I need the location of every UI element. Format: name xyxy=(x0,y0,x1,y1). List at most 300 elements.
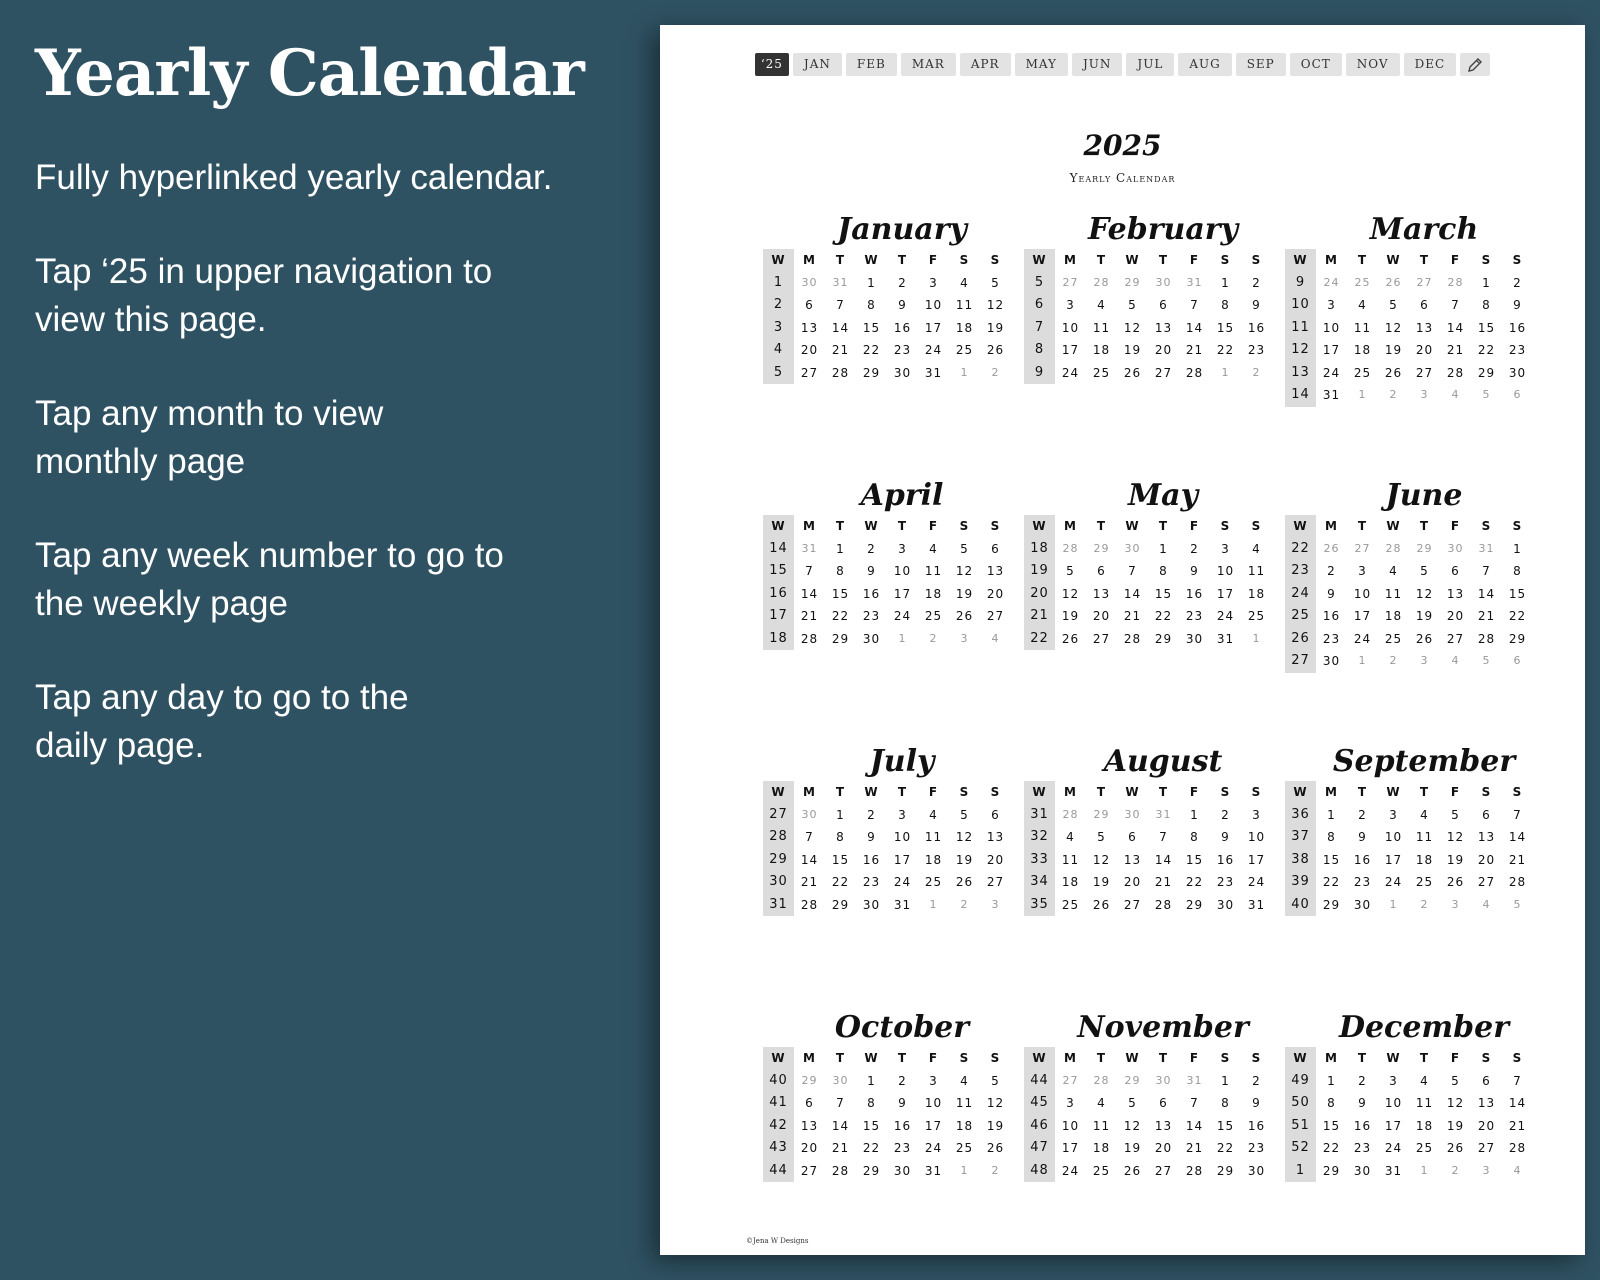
day-link[interactable]: 3 xyxy=(1221,541,1230,556)
day-link[interactable]: 15 xyxy=(1216,320,1235,335)
tab-jan[interactable]: JAN xyxy=(793,53,842,76)
day-link[interactable]: 8 xyxy=(836,830,845,844)
week-number-link[interactable]: 11 xyxy=(1285,317,1316,340)
day-link[interactable]: 27 xyxy=(1415,365,1434,380)
day-link[interactable]: 20 xyxy=(1446,609,1465,623)
day-link[interactable]: 7 xyxy=(836,1096,845,1110)
day-link[interactable]: 4 xyxy=(1389,564,1398,578)
day-link[interactable]: 6 xyxy=(1482,807,1491,822)
month-title[interactable]: October xyxy=(834,1010,970,1045)
day-link[interactable]: 22 xyxy=(1508,609,1527,623)
day-link[interactable]: 24 xyxy=(924,343,943,357)
day-link[interactable]: 6 xyxy=(1451,564,1460,578)
day-link[interactable]: 23 xyxy=(1322,631,1341,646)
week-number-link[interactable]: 20 xyxy=(1024,583,1055,606)
day-link[interactable]: 14 xyxy=(1446,320,1465,335)
week-number-link[interactable]: 21 xyxy=(1024,605,1055,628)
day-link[interactable]: 1 xyxy=(836,541,845,556)
month-title[interactable]: August xyxy=(1103,744,1223,779)
day-link[interactable]: 27 xyxy=(986,875,1005,889)
day-link[interactable]: 20 xyxy=(1154,1141,1173,1155)
day-link[interactable]: 5 xyxy=(1128,1096,1137,1110)
day-link[interactable]: 1 xyxy=(867,275,876,290)
day-link[interactable]: 30 xyxy=(862,631,881,646)
day-link[interactable]: 10 xyxy=(893,564,912,578)
day-link[interactable]: 15 xyxy=(831,586,850,601)
edit-tab[interactable] xyxy=(1460,53,1490,76)
day-link[interactable]: 8 xyxy=(1221,1096,1230,1110)
day-link[interactable]: 19 xyxy=(955,586,974,601)
day-link[interactable]: 12 xyxy=(1123,320,1142,335)
day-link[interactable]: 30 xyxy=(893,365,912,380)
week-number-link[interactable]: 32 xyxy=(1024,826,1055,849)
day-link[interactable]: 8 xyxy=(867,298,876,312)
day-link[interactable]: 2 xyxy=(1358,1073,1367,1088)
day-link[interactable]: 28 xyxy=(1477,631,1496,646)
day-link[interactable]: 11 xyxy=(1092,1118,1111,1133)
day-link[interactable]: 31 xyxy=(1247,897,1266,912)
day-link[interactable]: 7 xyxy=(1513,1073,1522,1088)
day-link[interactable]: 2 xyxy=(867,807,876,822)
week-number-link[interactable]: 7 xyxy=(1024,317,1055,340)
day-link[interactable]: 4 xyxy=(1420,807,1429,822)
day-link[interactable]: 29 xyxy=(1477,365,1496,380)
day-link[interactable]: 11 xyxy=(1415,1096,1434,1110)
day-link[interactable]: 12 xyxy=(986,1096,1005,1110)
day-link[interactable]: 11 xyxy=(1384,586,1403,601)
week-number-link[interactable]: 39 xyxy=(1285,871,1316,894)
day-link[interactable]: 9 xyxy=(867,830,876,844)
day-link[interactable]: 13 xyxy=(1415,320,1434,335)
month-title[interactable]: April xyxy=(860,478,944,513)
week-number-link[interactable]: 22 xyxy=(1285,538,1316,561)
day-link[interactable]: 29 xyxy=(1216,1163,1235,1178)
day-link[interactable]: 16 xyxy=(1353,1118,1372,1133)
day-link[interactable]: 4 xyxy=(960,1073,969,1088)
day-link[interactable]: 30 xyxy=(1322,654,1341,668)
day-link[interactable]: 6 xyxy=(991,541,1000,556)
tab-may[interactable]: MAY xyxy=(1015,53,1068,76)
week-number-link[interactable]: 17 xyxy=(763,605,794,628)
day-link[interactable]: 22 xyxy=(1322,1141,1341,1155)
day-link[interactable]: 9 xyxy=(1221,830,1230,844)
day-link[interactable]: 13 xyxy=(1154,1118,1173,1133)
day-link[interactable]: 9 xyxy=(1327,586,1336,601)
day-link[interactable]: 13 xyxy=(1092,586,1111,601)
day-link[interactable]: 10 xyxy=(1353,586,1372,601)
tab-dec[interactable]: DEC xyxy=(1404,53,1457,76)
week-number-link[interactable]: 16 xyxy=(763,583,794,606)
day-link[interactable]: 16 xyxy=(1247,1118,1266,1133)
day-link[interactable]: 14 xyxy=(831,1118,850,1133)
day-link[interactable]: 9 xyxy=(1252,298,1261,312)
day-link[interactable]: 26 xyxy=(1123,365,1142,380)
day-link[interactable]: 13 xyxy=(986,830,1005,844)
week-number-link[interactable]: 30 xyxy=(763,871,794,894)
day-link[interactable]: 3 xyxy=(898,541,907,556)
day-link[interactable]: 30 xyxy=(1216,897,1235,912)
day-link[interactable]: 29 xyxy=(1508,631,1527,646)
day-link[interactable]: 5 xyxy=(1097,830,1106,844)
day-link[interactable]: 26 xyxy=(1446,875,1465,889)
day-link[interactable]: 14 xyxy=(1508,1096,1527,1110)
day-link[interactable]: 26 xyxy=(1123,1163,1142,1178)
day-link[interactable]: 2 xyxy=(1252,275,1261,290)
day-link[interactable]: 24 xyxy=(1353,631,1372,646)
day-link[interactable]: 20 xyxy=(1092,609,1111,623)
day-link[interactable]: 30 xyxy=(862,897,881,912)
day-link[interactable]: 5 xyxy=(960,541,969,556)
day-link[interactable]: 26 xyxy=(1384,365,1403,380)
day-link[interactable]: 10 xyxy=(1216,564,1235,578)
week-number-link[interactable]: 47 xyxy=(1024,1137,1055,1160)
tab-apr[interactable]: APR xyxy=(960,53,1011,76)
day-link[interactable]: 23 xyxy=(1247,1141,1266,1155)
day-link[interactable]: 26 xyxy=(986,1141,1005,1155)
day-link[interactable]: 4 xyxy=(1097,298,1106,312)
day-link[interactable]: 20 xyxy=(1123,875,1142,889)
day-link[interactable]: 14 xyxy=(1508,830,1527,844)
day-link[interactable]: 17 xyxy=(1384,852,1403,867)
day-link[interactable]: 20 xyxy=(1477,1118,1496,1133)
month-title[interactable]: February xyxy=(1087,212,1238,247)
month-title[interactable]: March xyxy=(1369,212,1479,247)
day-link[interactable]: 2 xyxy=(898,1073,907,1088)
day-link[interactable]: 21 xyxy=(1508,1118,1527,1133)
day-link[interactable]: 5 xyxy=(960,807,969,822)
day-link[interactable]: 22 xyxy=(1154,609,1173,623)
tab-nov[interactable]: NOV xyxy=(1346,53,1400,76)
day-link[interactable]: 22 xyxy=(831,875,850,889)
week-number-link[interactable]: 34 xyxy=(1024,871,1055,894)
week-number-link[interactable]: 33 xyxy=(1024,849,1055,872)
day-link[interactable]: 15 xyxy=(1508,586,1527,601)
week-number-link[interactable]: 14 xyxy=(1285,384,1316,407)
week-number-link[interactable]: 18 xyxy=(1024,538,1055,561)
day-link[interactable]: 15 xyxy=(1322,852,1341,867)
week-number-link[interactable]: 50 xyxy=(1285,1092,1316,1115)
day-link[interactable]: 14 xyxy=(800,852,819,867)
day-link[interactable]: 21 xyxy=(1154,875,1173,889)
day-link[interactable]: 23 xyxy=(862,609,881,623)
week-number-link[interactable]: 49 xyxy=(1285,1070,1316,1093)
day-link[interactable]: 5 xyxy=(1128,298,1137,312)
day-link[interactable]: 18 xyxy=(955,1118,974,1133)
day-link[interactable]: 3 xyxy=(898,807,907,822)
day-link[interactable]: 3 xyxy=(1327,298,1336,312)
day-link[interactable]: 28 xyxy=(1185,1163,1204,1178)
day-link[interactable]: 22 xyxy=(1185,875,1204,889)
day-link[interactable]: 14 xyxy=(800,586,819,601)
day-link[interactable]: 19 xyxy=(1123,1141,1142,1155)
day-link[interactable]: 29 xyxy=(1322,897,1341,912)
day-link[interactable]: 6 xyxy=(805,298,814,312)
week-number-link[interactable]: 26 xyxy=(1285,628,1316,651)
day-link[interactable]: 18 xyxy=(1247,586,1266,601)
day-link[interactable]: 25 xyxy=(1092,365,1111,380)
day-link[interactable]: 6 xyxy=(1159,1096,1168,1110)
day-link[interactable]: 9 xyxy=(867,564,876,578)
day-link[interactable]: 9 xyxy=(1358,830,1367,844)
day-link[interactable]: 12 xyxy=(1123,1118,1142,1133)
day-link[interactable]: 19 xyxy=(1415,609,1434,623)
week-number-link[interactable]: 25 xyxy=(1285,605,1316,628)
day-link[interactable]: 17 xyxy=(1353,609,1372,623)
day-link[interactable]: 23 xyxy=(1216,875,1235,889)
week-number-link[interactable]: 46 xyxy=(1024,1115,1055,1138)
day-link[interactable]: 31 xyxy=(1216,631,1235,646)
month-title[interactable]: May xyxy=(1127,478,1199,513)
day-link[interactable]: 18 xyxy=(1415,852,1434,867)
week-number-link[interactable]: 42 xyxy=(763,1115,794,1138)
week-number-link[interactable]: 1 xyxy=(763,272,794,295)
day-link[interactable]: 4 xyxy=(1358,298,1367,312)
day-link[interactable]: 27 xyxy=(1154,1163,1173,1178)
day-link[interactable]: 23 xyxy=(893,343,912,357)
month-title[interactable]: December xyxy=(1338,1010,1510,1045)
day-link[interactable]: 3 xyxy=(929,275,938,290)
tab-aug[interactable]: AUG xyxy=(1178,53,1231,76)
day-link[interactable]: 9 xyxy=(898,298,907,312)
day-link[interactable]: 26 xyxy=(986,343,1005,357)
week-number-link[interactable]: 41 xyxy=(763,1092,794,1115)
day-link[interactable]: 28 xyxy=(800,897,819,912)
day-link[interactable]: 8 xyxy=(836,564,845,578)
day-link[interactable]: 5 xyxy=(991,1073,1000,1088)
tab-jul[interactable]: JUL xyxy=(1126,53,1174,76)
day-link[interactable]: 6 xyxy=(1159,298,1168,312)
week-number-link[interactable]: 3 xyxy=(763,317,794,340)
day-link[interactable]: 29 xyxy=(1322,1163,1341,1178)
day-link[interactable]: 19 xyxy=(955,852,974,867)
day-link[interactable]: 25 xyxy=(1353,365,1372,380)
month-title[interactable]: July xyxy=(869,744,935,779)
day-link[interactable]: 8 xyxy=(1327,1096,1336,1110)
day-link[interactable]: 16 xyxy=(1508,320,1527,335)
day-link[interactable]: 18 xyxy=(1092,1141,1111,1155)
day-link[interactable]: 11 xyxy=(1247,564,1266,578)
day-link[interactable]: 1 xyxy=(867,1073,876,1088)
day-link[interactable]: 22 xyxy=(862,343,881,357)
day-link[interactable]: 16 xyxy=(1322,609,1341,623)
day-link[interactable]: 31 xyxy=(924,1163,943,1178)
day-link[interactable]: 19 xyxy=(1061,609,1080,623)
week-number-link[interactable]: 9 xyxy=(1285,272,1316,295)
week-number-link[interactable]: 18 xyxy=(763,628,794,651)
day-link[interactable]: 27 xyxy=(800,1163,819,1178)
day-link[interactable]: 27 xyxy=(1123,897,1142,912)
day-link[interactable]: 9 xyxy=(1252,1096,1261,1110)
day-link[interactable]: 5 xyxy=(1066,564,1075,578)
day-link[interactable]: 11 xyxy=(1415,830,1434,844)
day-link[interactable]: 4 xyxy=(929,541,938,556)
week-number-link[interactable]: 28 xyxy=(763,826,794,849)
day-link[interactable]: 12 xyxy=(1092,852,1111,867)
day-link[interactable]: 23 xyxy=(893,1141,912,1155)
day-link[interactable]: 24 xyxy=(1384,1141,1403,1155)
day-link[interactable]: 3 xyxy=(929,1073,938,1088)
day-link[interactable]: 18 xyxy=(1384,609,1403,623)
day-link[interactable]: 14 xyxy=(831,320,850,335)
day-link[interactable]: 27 xyxy=(1477,1141,1496,1155)
day-link[interactable]: 28 xyxy=(800,631,819,646)
day-link[interactable]: 8 xyxy=(1327,830,1336,844)
day-link[interactable]: 31 xyxy=(893,897,912,912)
day-link[interactable]: 28 xyxy=(1446,365,1465,380)
day-link[interactable]: 27 xyxy=(1092,631,1111,646)
day-link[interactable]: 1 xyxy=(1482,275,1491,290)
day-link[interactable]: 24 xyxy=(1384,875,1403,889)
day-link[interactable]: 6 xyxy=(1420,298,1429,312)
day-link[interactable]: 15 xyxy=(1477,320,1496,335)
day-link[interactable]: 8 xyxy=(867,1096,876,1110)
day-link[interactable]: 25 xyxy=(924,609,943,623)
day-link[interactable]: 16 xyxy=(1247,320,1266,335)
day-link[interactable]: 10 xyxy=(1322,320,1341,335)
day-link[interactable]: 22 xyxy=(862,1141,881,1155)
week-number-link[interactable]: 10 xyxy=(1285,294,1316,317)
day-link[interactable]: 17 xyxy=(1322,343,1341,357)
day-link[interactable]: 15 xyxy=(1216,1118,1235,1133)
day-link[interactable]: 25 xyxy=(1061,897,1080,912)
day-link[interactable]: 1 xyxy=(1190,807,1199,822)
day-link[interactable]: 4 xyxy=(1066,830,1075,844)
day-link[interactable]: 31 xyxy=(924,365,943,380)
day-link[interactable]: 14 xyxy=(1154,852,1173,867)
week-number-link[interactable]: 8 xyxy=(1024,339,1055,362)
day-link[interactable]: 16 xyxy=(893,320,912,335)
day-link[interactable]: 7 xyxy=(1128,564,1137,578)
day-link[interactable]: 15 xyxy=(1322,1118,1341,1133)
day-link[interactable]: 19 xyxy=(1446,852,1465,867)
day-link[interactable]: 6 xyxy=(805,1096,814,1110)
day-link[interactable]: 17 xyxy=(893,852,912,867)
day-link[interactable]: 25 xyxy=(955,343,974,357)
day-link[interactable]: 6 xyxy=(1097,564,1106,578)
day-link[interactable]: 20 xyxy=(800,343,819,357)
day-link[interactable]: 1 xyxy=(1221,275,1230,290)
day-link[interactable]: 25 xyxy=(1415,875,1434,889)
day-link[interactable]: 9 xyxy=(898,1096,907,1110)
day-link[interactable]: 15 xyxy=(1185,852,1204,867)
day-link[interactable]: 24 xyxy=(1061,365,1080,380)
day-link[interactable]: 20 xyxy=(986,852,1005,867)
day-link[interactable]: 11 xyxy=(1092,320,1111,335)
day-link[interactable]: 22 xyxy=(831,609,850,623)
day-link[interactable]: 20 xyxy=(1154,343,1173,357)
day-link[interactable]: 21 xyxy=(831,1141,850,1155)
day-link[interactable]: 6 xyxy=(1482,1073,1491,1088)
day-link[interactable]: 25 xyxy=(1092,1163,1111,1178)
day-link[interactable]: 14 xyxy=(1477,586,1496,601)
day-link[interactable]: 17 xyxy=(1061,343,1080,357)
day-link[interactable]: 5 xyxy=(991,275,1000,290)
week-number-link[interactable]: 2 xyxy=(763,294,794,317)
day-link[interactable]: 21 xyxy=(1508,852,1527,867)
day-link[interactable]: 1 xyxy=(836,807,845,822)
day-link[interactable]: 18 xyxy=(924,852,943,867)
day-link[interactable]: 26 xyxy=(1092,897,1111,912)
day-link[interactable]: 16 xyxy=(893,1118,912,1133)
day-link[interactable]: 31 xyxy=(1322,388,1341,402)
day-link[interactable]: 20 xyxy=(986,586,1005,601)
day-link[interactable]: 17 xyxy=(1216,586,1235,601)
day-link[interactable]: 2 xyxy=(1513,275,1522,290)
week-number-link[interactable]: 24 xyxy=(1285,583,1316,606)
day-link[interactable]: 17 xyxy=(924,1118,943,1133)
day-link[interactable]: 3 xyxy=(1389,1073,1398,1088)
day-link[interactable]: 29 xyxy=(1185,897,1204,912)
week-number-link[interactable]: 15 xyxy=(763,560,794,583)
day-link[interactable]: 23 xyxy=(1353,1141,1372,1155)
day-link[interactable]: 12 xyxy=(1446,830,1465,844)
day-link[interactable]: 17 xyxy=(1384,1118,1403,1133)
day-link[interactable]: 13 xyxy=(1477,1096,1496,1110)
day-link[interactable]: 9 xyxy=(1190,564,1199,578)
day-link[interactable]: 10 xyxy=(893,830,912,844)
day-link[interactable]: 27 xyxy=(1154,365,1173,380)
day-link[interactable]: 30 xyxy=(1185,631,1204,646)
week-number-link[interactable]: 13 xyxy=(1285,362,1316,385)
day-link[interactable]: 24 xyxy=(1322,365,1341,380)
day-link[interactable]: 23 xyxy=(862,875,881,889)
day-link[interactable]: 5 xyxy=(1451,1073,1460,1088)
week-number-link[interactable]: 44 xyxy=(763,1160,794,1183)
day-link[interactable]: 5 xyxy=(1451,807,1460,822)
day-link[interactable]: 7 xyxy=(1451,298,1460,312)
day-link[interactable]: 8 xyxy=(1221,298,1230,312)
day-link[interactable]: 1 xyxy=(1327,1073,1336,1088)
week-number-link[interactable]: 22 xyxy=(1024,628,1055,651)
day-link[interactable]: 30 xyxy=(893,1163,912,1178)
week-number-link[interactable]: 43 xyxy=(763,1137,794,1160)
day-link[interactable]: 1 xyxy=(1327,807,1336,822)
week-number-link[interactable]: 40 xyxy=(763,1070,794,1093)
day-link[interactable]: 30 xyxy=(1508,365,1527,380)
day-link[interactable]: 29 xyxy=(862,1163,881,1178)
day-link[interactable]: 21 xyxy=(800,609,819,623)
day-link[interactable]: 13 xyxy=(1477,830,1496,844)
week-number-link[interactable]: 19 xyxy=(1024,560,1055,583)
day-link[interactable]: 22 xyxy=(1216,343,1235,357)
week-number-link[interactable]: 14 xyxy=(763,538,794,561)
day-link[interactable]: 28 xyxy=(1508,1141,1527,1155)
day-link[interactable]: 6 xyxy=(991,807,1000,822)
day-link[interactable]: 7 xyxy=(805,564,814,578)
day-link[interactable]: 24 xyxy=(924,1141,943,1155)
week-number-link[interactable]: 51 xyxy=(1285,1115,1316,1138)
day-link[interactable]: 19 xyxy=(986,320,1005,335)
week-number-link[interactable]: 5 xyxy=(763,362,794,385)
day-link[interactable]: 2 xyxy=(1190,541,1199,556)
day-link[interactable]: 25 xyxy=(955,1141,974,1155)
day-link[interactable]: 2 xyxy=(1358,807,1367,822)
day-link[interactable]: 1 xyxy=(1221,1073,1230,1088)
day-link[interactable]: 18 xyxy=(924,586,943,601)
day-link[interactable]: 3 xyxy=(1358,564,1367,578)
day-link[interactable]: 7 xyxy=(1190,298,1199,312)
day-link[interactable]: 24 xyxy=(1061,1163,1080,1178)
day-link[interactable]: 7 xyxy=(805,830,814,844)
day-link[interactable]: 10 xyxy=(924,1096,943,1110)
tab-mar[interactable]: MAR xyxy=(901,53,956,76)
day-link[interactable]: 21 xyxy=(1123,609,1142,623)
day-link[interactable]: 7 xyxy=(1513,807,1522,822)
week-number-link[interactable]: 52 xyxy=(1285,1137,1316,1160)
day-link[interactable]: 28 xyxy=(1123,631,1142,646)
week-number-link[interactable]: 36 xyxy=(1285,804,1316,827)
day-link[interactable]: 18 xyxy=(955,320,974,335)
